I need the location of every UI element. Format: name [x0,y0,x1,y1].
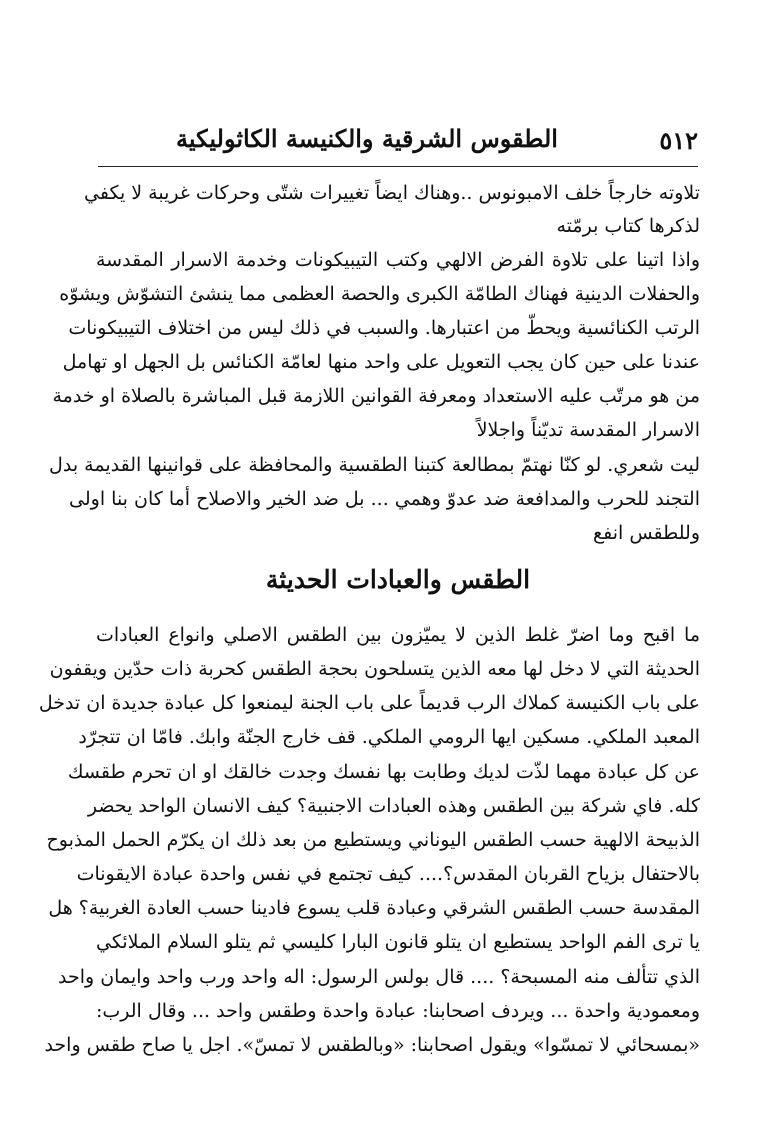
header-rule [98,166,698,167]
text-line: على باب الكنيسة كملاك الرب قديماً على باب الجنة ليمنعوا كل عبادة جديدة ان تدخل [38,692,700,714]
running-title: الطقوس الشرقية والكنيسة الكاثوليكية [176,124,558,153]
text-line: عندنا على حين كان يجب التعويل على واحد منها لعامّة الكنائس بل الجهل او تهامل [62,351,700,373]
text-line: الرتب الكنائسية ويحطّ من اعتبارها. والسبب في ذلك ليس من اختلاف التيبيكونات [68,317,700,339]
text-line: وللطقس انفع [592,522,700,544]
text-line: يا ترى الفم الواحد يستطيع ان يتلو قانون البارا كليسي ثم يتلو السلام الملائكي [96,931,700,953]
text-line: بالاحتفال بزياح القربان المقدس؟.... كيف تجتمع في نفس واحدة عبادة الايقونات [76,863,700,885]
text-line: واذا اتينا على تلاوة الفرض الالهي وكتب التيبيكونات وخدمة الاسرار المقدسة [96,249,700,271]
text-line: التجند للحرب والمدافعة ضد عدوّ وهمي ... بل ضد الخير والاصلاح أما كان بنا اولى [69,488,700,510]
text-line: الذبيحة الالهية حسب الطقس اليوناني ويستطيع من بعد ذلك ان يكرّم الحمل المذبوح [46,829,700,851]
text-line: والحفلات الدينية فهناك الطامّة الكبرى والحصة العظمى مما ينشئ التشوّش ويشوّه [59,283,700,305]
page-number: ٥١٢ [659,126,698,155]
text-line: ومعمودية واحدة ... ويردف اصحابنا: عبادة واحدة وطقس واحد ... وقال الرب: [96,1000,700,1022]
page-header [98,118,698,158]
text-line: عن كل عبادة مهما لذّت لديك وطابت بها نفسك وجدت خالقك او ان تحرم طقسك [67,761,700,783]
text-line: لذكرها كتاب برمّته [556,215,700,237]
text-line: تلاوته خارجاً خلف الامبونوس ..وهناك ايضاً تغييرات شتّى وحركات غريبة لا يكفي [84,182,700,204]
text-line: الحديثة التي لا دخل لها معه الذين يتسلحون بحجة الطقس كحربة ذات حدّين ويقفون [49,658,700,680]
text-line: المقدسة حسب الطقس الشرقي وعبادة قلب يسوع فادينا حسب العادة الغربية؟ هل [48,897,700,919]
text-line: كله. فاي شركة بين الطقس وهذه العبادات الاجنبية؟ كيف الانسان الواحد يحضر [87,795,700,817]
text-line: ليت شعري. لو كنّا نهتمّ بمطالعة كتبنا الطقسية والمحافظة على قوانينها القديمة بدل [49,454,700,476]
text-line: ما اقبح وما اضرّ غلط الذين لا يميّزون بين الطقس الاصلي وانواع العبادات [96,624,700,646]
section-heading: الطقس والعبادات الحديثة [265,565,531,594]
text-line: الاسرار المقدسة تديّناً واجلالاً [476,419,700,441]
text-line: «بمسحائي لا تمسّوا» ويقول اصحابنا: «وبالطقس لا تمسّ». اجل يا صاح طقس واحد [44,1034,700,1056]
text-line: الذي تتألف منه المسبحة؟ .... قال بولس الرسول: اله واحد ورب واحد وايمان واحد [58,966,700,988]
text-line: المعبد الملكي. مسكين ايها الرومي الملكي. قف خارج الجنّة وابك. فامّا ان تتجرّد [78,726,700,748]
text-line: من هو مرتّب عليه الاستعداد ومعرفة القوانين اللازمة قبل المباشرة بالصلاة او خدمة [52,385,700,407]
